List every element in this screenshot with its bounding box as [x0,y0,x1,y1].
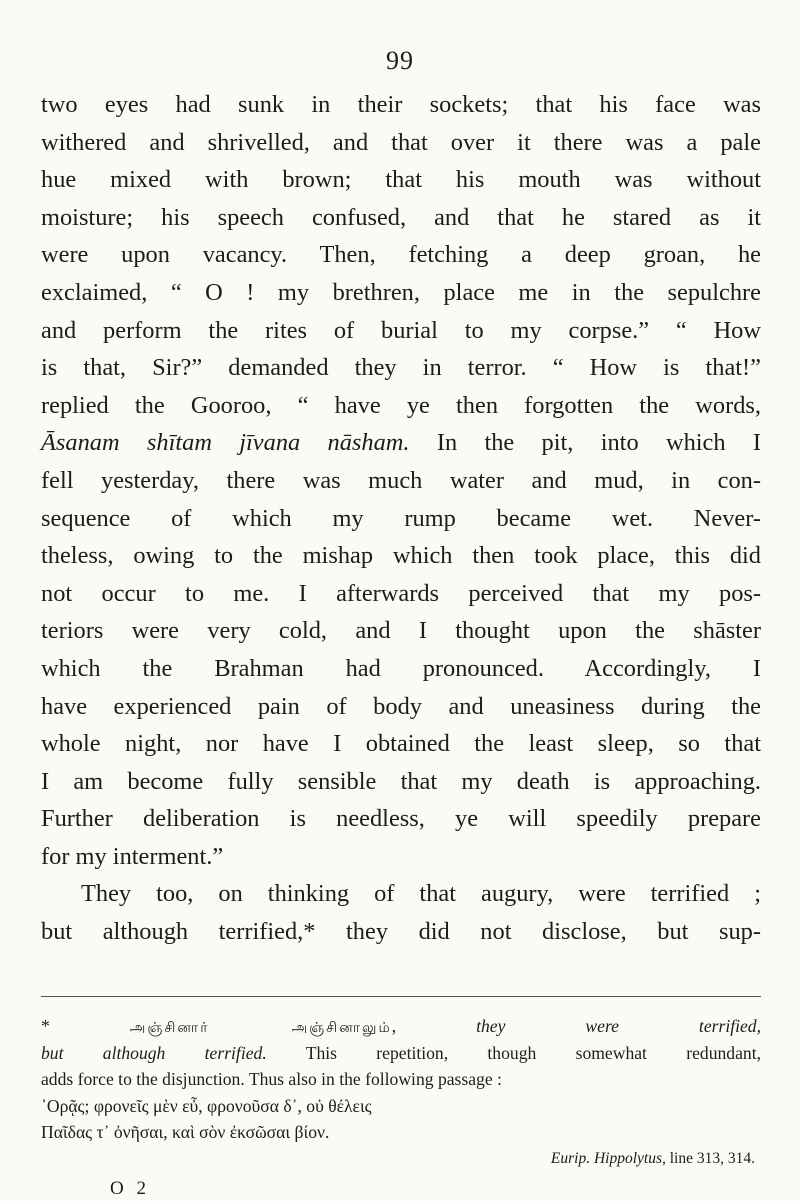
sanskrit-phrase: Āsanam shītam jīvana nāsham. [41,429,410,457]
text-line: withered and shrivelled, and that over it there was a pale [41,128,761,156]
signature-mark: O 2 [110,1178,150,1199]
text-line: but although terrified,* they did not disclose, but sup- [41,918,761,946]
text-line-italic [41,424,761,462]
text-line-rest: In the pit, into which I [409,429,761,457]
footnote [41,1013,761,1172]
text-line: sequence of which my rump became wet. Never- [41,504,761,532]
text-line: were upon vacancy. Then, fetching a deep groan, he [41,241,761,269]
text-line: They too, on thinking of that augury, were terrified ; [81,880,761,908]
body-text [41,86,761,951]
text-line: replied the Gooroo, “ have ye then forgotten the words, [41,391,761,419]
text-line: Further deliberation is needless, ye will speedily prepare [41,805,761,833]
text-line: two eyes had sunk in their sockets; that his face was [41,91,761,118]
text-line: I am become fully sensible that my death is approaching. [41,767,761,795]
text-line: which the Brahman had pronounced. Accordingly, I [41,654,761,682]
greek-quote-line: Παῖδας τ᾽ ὀνῆσαι, καὶ σὸν ἐκσῶσαι βίον. [41,1122,330,1142]
footnote-line: * அஞ்சினார் அஞ்சினாலும், they were terrified, [41,1016,761,1036]
footnote-divider [41,996,761,997]
tamil-text: அஞ்சினார் அஞ்சினாலும் [129,1020,392,1036]
text-line: for my interment.” [41,842,224,870]
text-line: teriors were very cold, and I thought upon the shāster [41,617,761,645]
text-line: whole night, nor have I obtained the least sleep, so that [41,730,761,758]
text-line: moisture; his speech confused, and that he stared as it [41,203,761,231]
citation-lines: line 313, 314. [665,1149,755,1167]
footnote-line [41,1040,761,1067]
footnote-translation: they were terrified, [476,1016,761,1036]
footnote-translation: but although terrified. [41,1042,267,1063]
text-line: theless, owing to the mishap which then took place, this did [41,542,761,570]
citation-source: Eurip. Hippolytus, [550,1149,666,1167]
greek-quote-line: ᾽Ορᾷς; φρονεῖς μὲν εὖ, φρονοῦσα δ᾽, οὐ θέλεις [41,1095,372,1116]
text-line: fell yesterday, there was much water and mud, in con- [41,466,761,494]
text-line: and perform the rites of burial to my corpse.” “ How [41,316,761,344]
text-line: hue mixed with brown; that his mouth was without [41,166,761,194]
footnote-text: This repetition, though somewhat redundant, [266,1042,761,1063]
text-line: is that, Sir?” demanded they in terror. “ How is that!” [41,354,761,382]
text-line: not occur to me. I afterwards perceived that my pos- [41,579,761,607]
footnote-marker: * [41,1016,50,1036]
citation [41,1146,761,1173]
text-line: have experienced pain of body and uneasiness during the [41,692,761,720]
page-number: 99 [386,46,414,75]
text-line: exclaimed, “ O ! my brethren, place me in the sepulchre [41,278,761,306]
footnote-line: adds force to the disjunction. Thus also in the following passage : [41,1069,502,1089]
